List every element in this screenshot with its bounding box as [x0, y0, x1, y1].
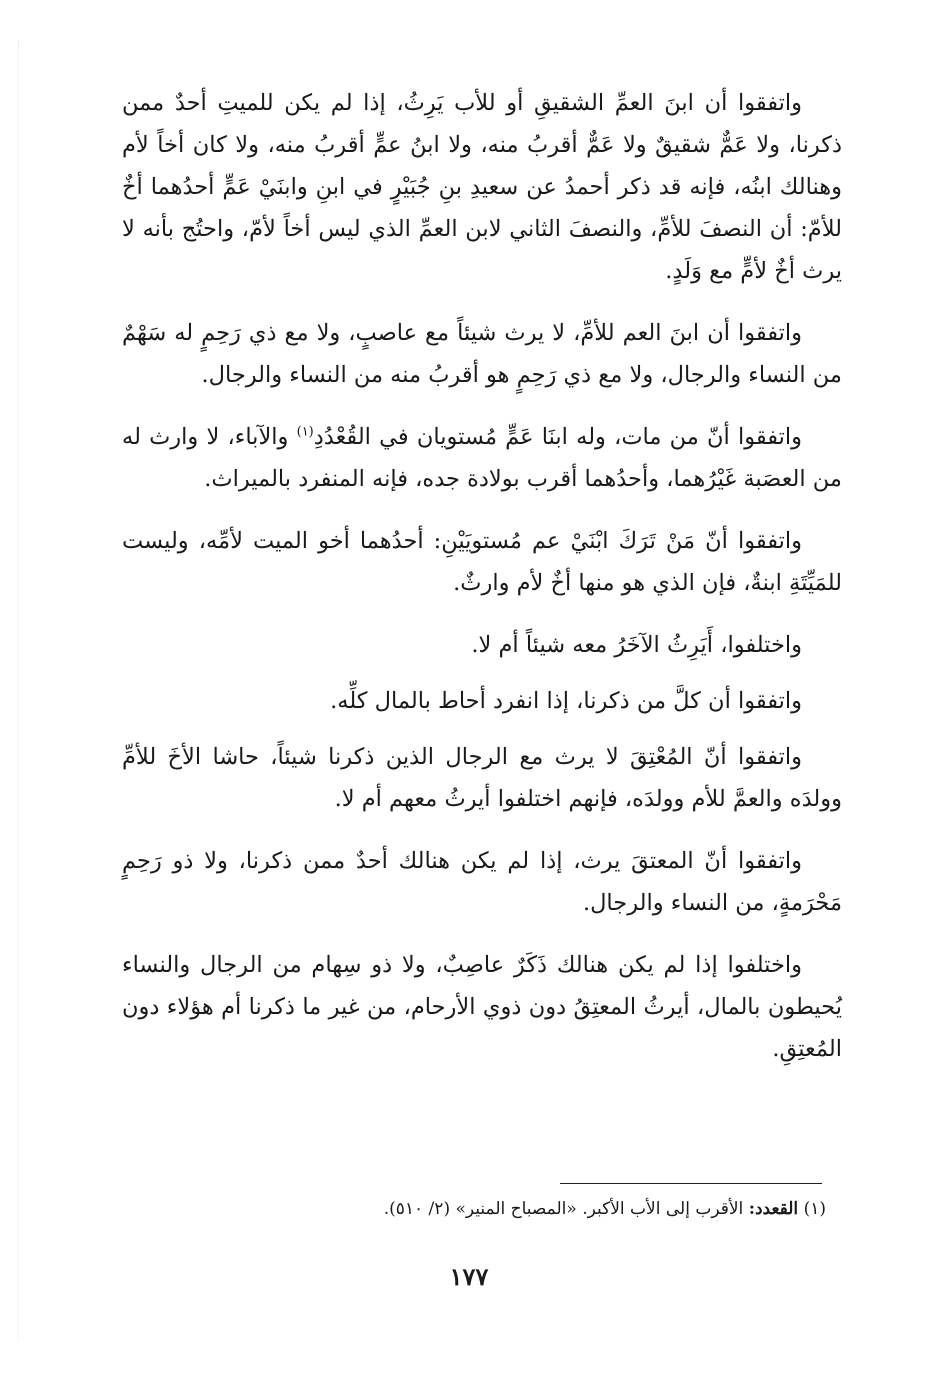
paragraph-3 — [122, 416, 842, 500]
footnote-marker: (١) — [803, 1199, 826, 1219]
paragraph-9: واختلفوا إذا لم يكن هنالك ذَكَرٌ عاصِبٌ، ولا ذو سِهام من الرجال والنساء يُحيطون بالمال، أيرثُ المعتِقُ دون ذوي الأرحام، من غير ما ذكرنا أم هؤلاء دون المُعتِقِ. — [122, 952, 842, 1062]
paragraph-3-prefix: واتفقوا أنّ من مات، وله ابنَا عَمٍّ مُستويان في القُعْدُدِ — [313, 424, 803, 450]
paragraph-2: واتفقوا أن ابنَ العم للأمِّ، لا يرث شيئاً مع عاصبٍ، ولا مع ذي رَحِمٍ له سَهْمٌ من النساء والرجال، ولا مع ذي رَحِمٍ هو أقربُ منه من النساء والرجال. — [122, 320, 842, 388]
paragraph-4: واتفقوا أنّ مَنْ تَرَكَ ابْنَيْ عم مُستويَيْنِ: أحدُهما أخو الميت لأمِّه، وليست للمَيِّتَةِ ابنةٌ، فإن الذي هو منها أخٌ لأم وارثٌ. — [122, 528, 842, 596]
scan-edge-mark — [18, 40, 19, 1340]
footnote-separator — [560, 1183, 822, 1184]
footnote — [126, 1196, 826, 1222]
paragraph-6: واتفقوا أن كلَّ من ذكرنا، إذا انفرد أحاط بالمال كلِّه. — [330, 688, 802, 714]
paragraph-3-rest: والآباء، لا وارث له من العصَبة غَيْرُهما، وأحدُهما أقرب بولادة جده، فإنه المنفرد بالميراث. — [122, 424, 842, 492]
paragraph-7: واتفقوا أنّ المُعْتِقَ لا يرث مع الرجال الذين ذكرنا شيئاً، حاشا الأخَ للأمِّ وولدَه والعمَّ للأم وولدَه، فإنهم اختلفوا أيرثُ معهم أم لا. — [122, 744, 842, 812]
page-number: ١٧٧ — [449, 1262, 489, 1291]
main-text — [122, 82, 842, 1090]
paragraph-1: واتفقوا أن ابنَ العمِّ الشقيقِ أو للأب يَرِثُ، إذا لم يكن للميتِ أحدٌ ممن ذكرنا، ولا عَمٌّ شقيقٌ ولا عَمٌّ أقربُ منه، ولا ابنُ عمٍّ أقربُ منه، ولا كان أخاً لأم وهنالك ابنُه، فإنه قد ذكر أحمدُ عن سعيدِ بنِ جُبَيْرٍ في ابنِ وابنَيْ عَمٍّ أحدُهما أخٌ للأمّ: أن النصفَ للأمِّ، والنصفَ الثاني لابن العمِّ الذي ليس أخاً لأمّ، واحتُج بأنه لا يرث أخٌ لأمٍّ مع وَلَدٍ. — [122, 90, 842, 284]
paragraph-8: واتفقوا أنّ المعتقَ يرث، إذا لم يكن هنالك أحدٌ ممن ذكرنا، ولا ذو رَحِمٍ مَحْرَمةٍ، من النساء والرجال. — [122, 848, 842, 916]
footnote-reference[interactable]: (١) — [296, 424, 314, 440]
footnote-term: القعدد: — [748, 1199, 799, 1219]
paragraph-5: واختلفوا، أَيَرِثُ الآخَرُ معه شيئاً أم لا. — [471, 632, 802, 658]
footnote-text: الأقرب إلى الأب الأكبر. «المصباح المنير» (٢/ ٥١٠). — [383, 1199, 744, 1219]
